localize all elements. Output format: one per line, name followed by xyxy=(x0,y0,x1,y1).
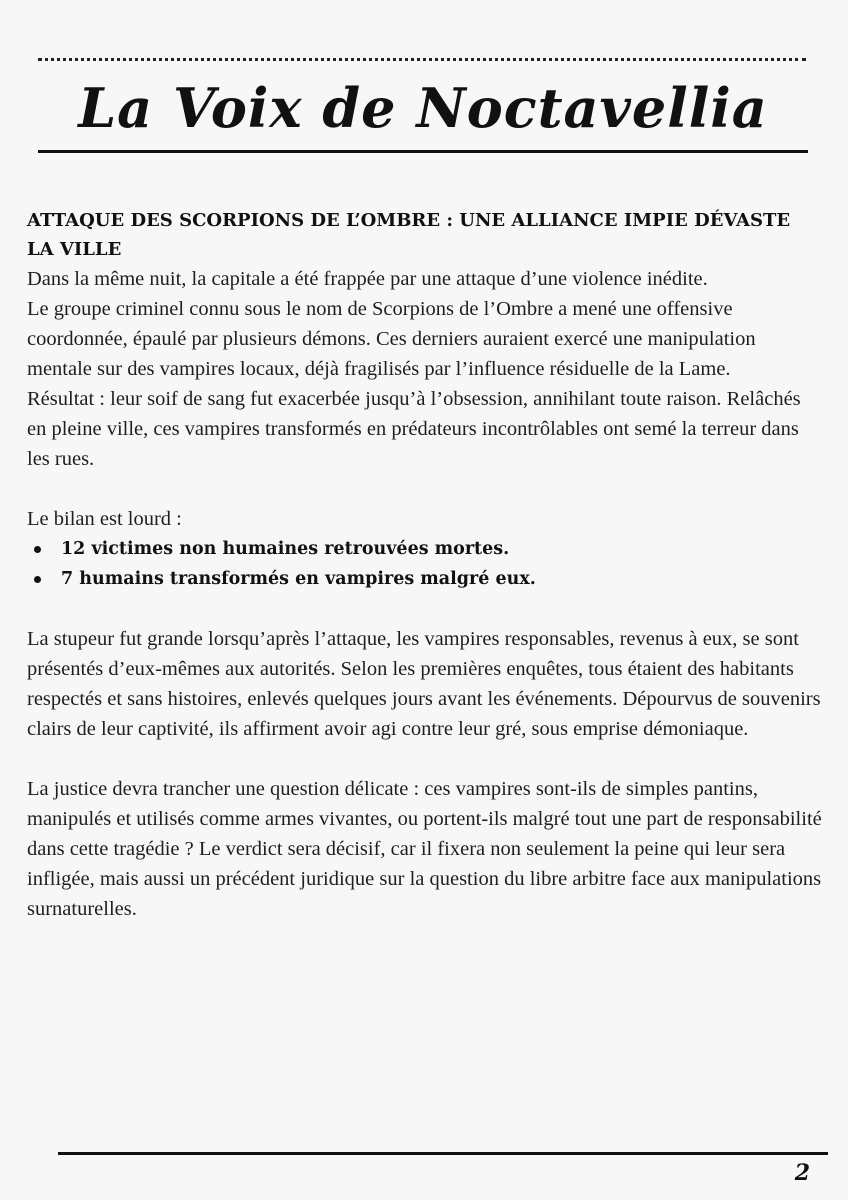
list-item xyxy=(61,534,822,564)
toll-item-text: 12 victimes non humaines retrouvées mortes. xyxy=(61,539,510,559)
list-item xyxy=(61,564,822,594)
article-paragraph-5: La justice devra trancher une question délicate : ces vampires sont-ils de simples pantins, manipulés et utilisés comme armes vivantes, ou portent-ils malgré tout une part de responsabilité dans cette tragédie ? Le verdict sera décisif, car il fixera non seulement la peine qui leur sera infligée, mais aussi un précédent juridique sur la question du libre arbitre face aux manipulations surnaturelles. xyxy=(27,778,822,920)
article-headline: ATTAQUE DES SCORPIONS DE L’OMBRE : UNE ALLIANCE IMPIE DÉVASTE LA VILLE xyxy=(27,210,791,260)
article-paragraph-1: Dans la même nuit, la capitale a été frappée par une attaque d’une violence inédite. xyxy=(27,268,708,290)
paragraph-spacer xyxy=(27,594,822,624)
toll-list xyxy=(27,534,822,594)
bullet-icon xyxy=(34,546,41,553)
newspaper-masthead: La Voix de Noctavellia xyxy=(78,76,768,140)
paragraph-spacer xyxy=(27,474,822,504)
article-paragraph-3: Résultat : leur soif de sang fut exacerbée jusqu’à l’obsession, annihilant toute raison. Relâchés en pleine ville, ces vampires transformés en prédateurs incontrôlables ont semé la terreur dans les rues. xyxy=(27,388,801,470)
footer-divider xyxy=(58,1152,828,1155)
page-number: 2 xyxy=(794,1160,810,1186)
bullet-icon xyxy=(34,576,41,583)
article-paragraph-2: Le groupe criminel connu sous le nom de Scorpions de l’Ombre a mené une offensive coordonnée, épaulé par plusieurs démons. Ces derniers auraient exercé une manipulation mentale sur des vampires locaux, déjà fragilisés par l’influence résiduelle de la Lame. xyxy=(27,298,756,380)
article xyxy=(27,206,822,924)
paragraph-spacer xyxy=(27,744,822,774)
article-paragraph-4: La stupeur fut grande lorsqu’après l’attaque, les vampires responsables, revenus à eux, se sont présentés d’eux-mêmes aux autorités. Selon les premières enquêtes, tous étaient des habitants respectés et sans histoires, enlevés quelques jours avant les événements. Dépourvus de souvenirs clairs de leur captivité, ils affirment avoir agi contre leur gré, sous emprise démoniaque. xyxy=(27,628,821,740)
top-dotted-divider xyxy=(38,58,806,61)
toll-item-text: 7 humains transformés en vampires malgré eux. xyxy=(61,569,536,589)
toll-intro: Le bilan est lourd : xyxy=(27,508,182,530)
masthead-divider xyxy=(38,150,808,153)
